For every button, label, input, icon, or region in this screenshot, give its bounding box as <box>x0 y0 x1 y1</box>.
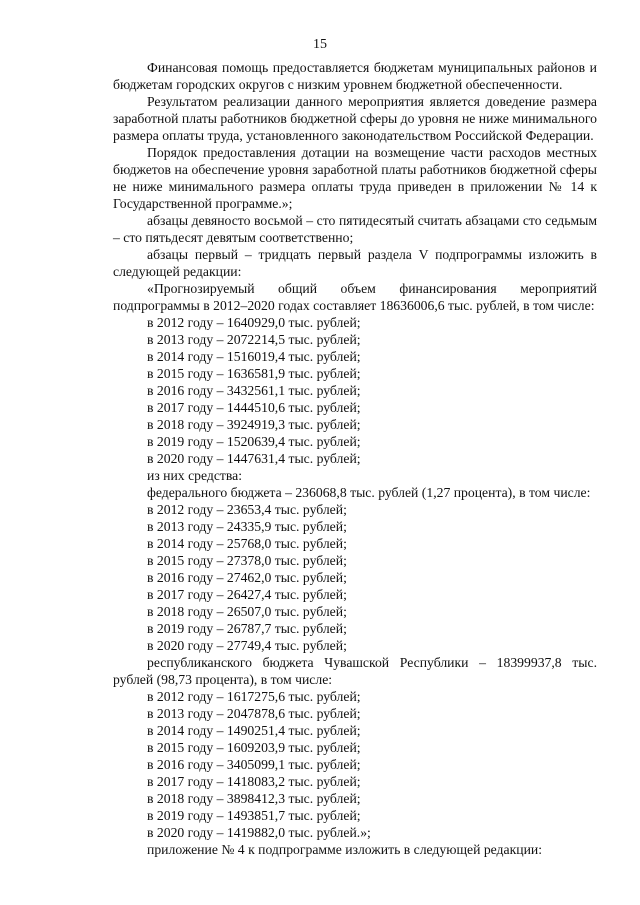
paragraph: «Прогнозируемый общий объем финансирования мероприятий подпрограммы в 2012–2020 годах составляет 18636006,6 тыс. рублей, в том числе: <box>113 281 597 313</box>
paragraph: абзацы девяносто восьмой – сто пятидесятый считать абзацами сто седьмым – сто пятьдесят девятым соответственно; <box>113 213 597 245</box>
republic-year-line: в 2016 году – 3405099,1 тыс. рублей; <box>147 757 361 772</box>
total-year-line: в 2012 году – 1640929,0 тыс. рублей; <box>147 315 361 330</box>
closing-line: приложение № 4 к подпрограмме изложить в следующей редакции: <box>147 842 543 857</box>
federal-year-line: в 2012 году – 23653,4 тыс. рублей; <box>147 502 347 517</box>
federal-year-line: в 2016 году – 27462,0 тыс. рублей; <box>147 570 347 585</box>
federal-heading: федерального бюджета – 236068,8 тыс. рублей (1,27 процента), в том числе: <box>147 485 591 500</box>
paragraph: Результатом реализации данного мероприятия является доведение размера заработной платы работников бюджетной сферы до уровня не ниже минимального размера оплаты труда, установленного законодательством Российской Федерации. <box>113 94 597 143</box>
paragraph: Порядок предоставления дотации на возмещение части расходов местных бюджетов на обеспечение уровня заработной платы работников бюджетной сферы не ниже минимального размера оплаты труда приведен в приложении № 14 к Государственной программе.»; <box>113 145 597 211</box>
republic-year-line: в 2017 году – 1418083,2 тыс. рублей; <box>147 774 361 789</box>
republic-year-line: в 2015 году – 1609203,9 тыс. рублей; <box>147 740 361 755</box>
federal-year-line: в 2019 году – 26787,7 тыс. рублей; <box>147 621 347 636</box>
republic-year-line: в 2013 году – 2047878,6 тыс. рублей; <box>147 706 361 721</box>
sources-label: из них средства: <box>147 468 243 483</box>
federal-year-line: в 2014 году – 25768,0 тыс. рублей; <box>147 536 347 551</box>
republic-year-line: в 2012 году – 1617275,6 тыс. рублей; <box>147 689 361 704</box>
total-year-line: в 2016 году – 3432561,1 тыс. рублей; <box>147 383 361 398</box>
republic-year-line: в 2018 году – 3898412,3 тыс. рублей; <box>147 791 361 806</box>
document-body <box>113 59 597 858</box>
federal-year-line: в 2015 году – 27378,0 тыс. рублей; <box>147 553 347 568</box>
total-year-line: в 2018 году – 3924919,3 тыс. рублей; <box>147 417 361 432</box>
total-year-line: в 2017 году – 1444510,6 тыс. рублей; <box>147 400 361 415</box>
federal-year-line: в 2017 году – 26427,4 тыс. рублей; <box>147 587 347 602</box>
total-year-line: в 2014 году – 1516019,4 тыс. рублей; <box>147 349 361 364</box>
federal-year-line: в 2020 году – 27749,4 тыс. рублей; <box>147 638 347 653</box>
federal-year-line: в 2018 году – 26507,0 тыс. рублей; <box>147 604 347 619</box>
republic-year-line: в 2014 году – 1490251,4 тыс. рублей; <box>147 723 361 738</box>
paragraph: Финансовая помощь предоставляется бюджетам муниципальных районов и бюджетам городских округов с низким уровнем бюджетной обеспеченности. <box>113 60 597 92</box>
republic-year-line: в 2019 году – 1493851,7 тыс. рублей; <box>147 808 361 823</box>
total-year-line: в 2013 году – 2072214,5 тыс. рублей; <box>147 332 361 347</box>
republic-year-line: в 2020 году – 1419882,0 тыс. рублей.»; <box>147 825 371 840</box>
federal-year-line: в 2013 году – 24335,9 тыс. рублей; <box>147 519 347 534</box>
republic-heading: республиканского бюджета Чувашской Республики – 18399937,8 тыс. рублей (98,73 процента), в том числе: <box>113 655 597 687</box>
page-number: 15 <box>313 37 327 52</box>
paragraph: абзацы первый – тридцать первый раздела V подпрограммы изложить в следующей редакции: <box>113 247 597 279</box>
total-year-line: в 2015 году – 1636581,9 тыс. рублей; <box>147 366 361 381</box>
total-year-line: в 2019 году – 1520639,4 тыс. рублей; <box>147 434 361 449</box>
total-year-line: в 2020 году – 1447631,4 тыс. рублей; <box>147 451 361 466</box>
